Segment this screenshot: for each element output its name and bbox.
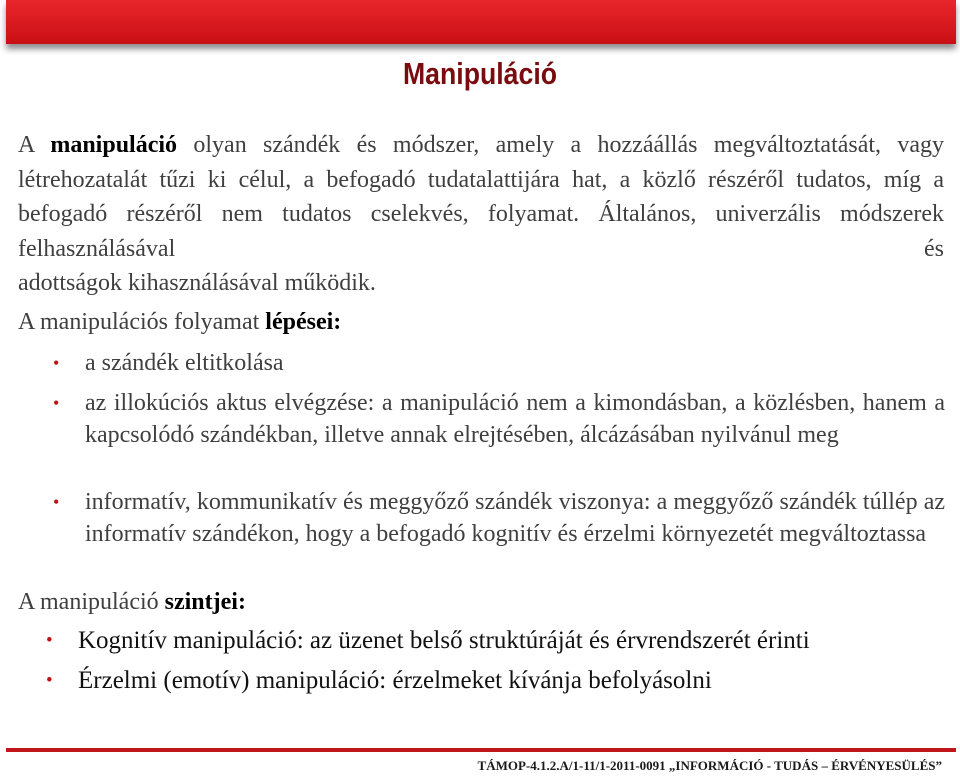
step-text: az illokúciós aktus elvégzése: a manipuláció nem a kimondásban, a közlésben, hanem a kapcsolódó szándékban, illetve annak elrejtésében, álcázásában nyilvánul meg bbox=[85, 390, 945, 448]
list-item bbox=[53, 486, 945, 550]
step-text: informatív, kommunikatív és meggyőző szándék viszonya: a meggyőző szándék túllép az informatív szándékon, hogy a befogadó kognitív és érzelmi környezetét megváltoztassa bbox=[85, 489, 945, 547]
bullet-icon: • bbox=[46, 670, 53, 691]
levels-heading-bold: szintjei: bbox=[164, 589, 246, 615]
levels-heading bbox=[18, 589, 246, 616]
intro-line-2: megváltoztatását, vagy létrehozatalát tűzi ki célul, a befogadó tudatalattijára bbox=[18, 132, 945, 193]
bullet-icon: • bbox=[46, 630, 53, 651]
bullet-icon: • bbox=[53, 492, 60, 512]
steps-heading-bold: lépései: bbox=[265, 309, 342, 335]
levels-heading-text: A manipuláció bbox=[18, 589, 165, 615]
list-item bbox=[53, 347, 945, 379]
list-item bbox=[53, 387, 945, 451]
footer-divider bbox=[6, 748, 956, 752]
intro-line-3: hat, a közlő részéről tudatos, míg a befogadó részéről nem tudatos bbox=[18, 166, 945, 227]
intro-line-5: adottságok kihasználásával működik. bbox=[18, 270, 376, 296]
slide-title: Manipuláció bbox=[402, 56, 558, 91]
list-item bbox=[46, 624, 948, 658]
level-text: Érzelmi (emotív) manipuláció: érzelmeket kívánja befolyásolni bbox=[78, 667, 712, 694]
steps-heading-text: A manipulációs folyamat bbox=[18, 309, 266, 335]
step-text: a szándék eltitkolása bbox=[85, 350, 284, 376]
intro-paragraph bbox=[18, 128, 944, 301]
steps-heading bbox=[18, 309, 341, 336]
intro-term: manipuláció bbox=[50, 132, 178, 158]
intro-line-1-rest: olyan szándék és módszer, amely a hozzáállás bbox=[193, 132, 698, 158]
intro-word-a: A bbox=[18, 132, 35, 158]
intro-line-4: cselekvés, folyamat. Általános, univerzális módszerek felhasználásával és bbox=[18, 201, 944, 262]
level-text: Kognitív manipuláció: az üzenet belső struktúráját és érvrendszerét érinti bbox=[78, 627, 810, 654]
header-bar bbox=[6, 0, 956, 44]
list-item bbox=[46, 664, 948, 698]
footer-project-code: TÁMOP-4.1.2.A/1-11/1-2011-0091 „INFORMÁCIÓ - TUDÁS – ÉRVÉNYESÜLÉS” bbox=[477, 758, 942, 773]
bullet-icon: • bbox=[53, 393, 60, 413]
bullet-icon: • bbox=[53, 353, 60, 373]
